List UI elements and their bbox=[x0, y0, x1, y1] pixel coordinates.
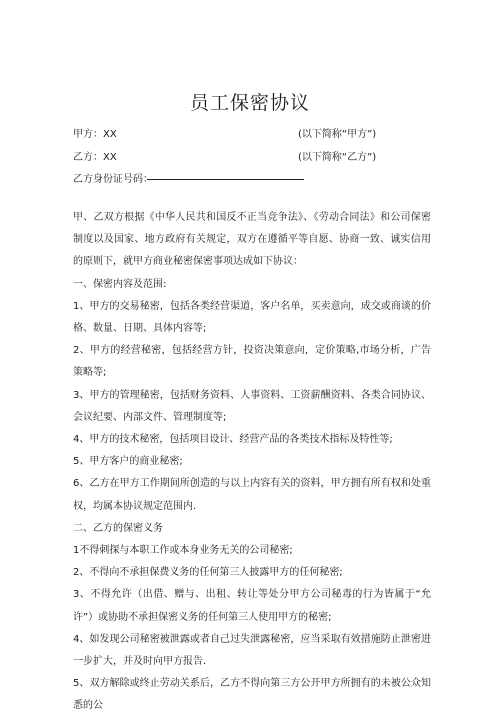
paragraph: 3、不得允许（出借、赠与、出租、转让等处分甲方公司秘毒的行为皆属于“允许”）或协助不承担保密义务的任何第三人使用甲方的秘密; bbox=[73, 589, 431, 623]
id-number-label: 乙方身份证号码： bbox=[73, 174, 153, 185]
paragraph: 4、甲方的技术秘密，包括项目设计、经营产品的各类技术指标及特性等; bbox=[73, 434, 393, 446]
paragraph: 甲、乙双方根据《中华人民共和国反不正当竞争法》、《劳动合同法》和公司保密制度以及国家、地方政府有关规定，双方在遵循平等自愿、协商一致、诚实信用的原则下，就甲方商业秘密保密事项达成如下协议： bbox=[73, 212, 431, 268]
paragraph: 1不得刺探与本职工作或本身业务无关的公司秘密; bbox=[73, 545, 293, 557]
section-heading: 一、保密内容及范围: bbox=[73, 278, 167, 290]
paragraph: 2、不得向不承担保费义务的任何第三人披露甲方的任何秘密; bbox=[73, 567, 343, 579]
document-title: 员工保密协议 bbox=[189, 92, 310, 114]
party-b-note: (以下简称“乙方”) bbox=[298, 152, 377, 163]
paragraph: 5、甲方客户的商业秘密; bbox=[73, 456, 183, 468]
paragraph: 2、甲方的经营秘密，包括经营方针，投资决策意向，定价策略,市场分析，广告策略等; bbox=[73, 345, 431, 379]
paragraph: 6、乙方在甲方工作期间所创造的与以上内容有关的资料，甲方拥有所有权和处重权，均属本协议规定范围内. bbox=[73, 478, 431, 512]
paragraph: 1、甲方的交易秘密，包括各类经营渠道，客户名单，买卖意向，成交或商谈的价格、数量、日期、具体内容等; bbox=[73, 300, 431, 335]
paragraph: 3、甲方的管理秘密，包括财务资料、人事资料、工资薪酬资料、各类合同协议、会议纪要、内部文件、管理制度等; bbox=[73, 389, 431, 423]
party-a-note: (以下简称“甲方”) bbox=[298, 129, 377, 140]
paragraph: 4、如发现公司秘密被泄露或者自己过失泄露秘密，应当采取有效措施防止泄密进一步扩大，并及时向甲方报告. bbox=[73, 633, 431, 668]
section-heading: 二、乙方的保密义务 bbox=[73, 522, 163, 534]
party-b-label: 乙方：XX bbox=[73, 152, 117, 163]
agreement-body bbox=[73, 207, 431, 718]
id-number-blank bbox=[147, 179, 304, 180]
paragraph: 5、双方解除或终止劳动关系后，乙方不得向第三方公开甲方所拥有的未被公众知悉的公 bbox=[73, 678, 431, 712]
party-a-label: 甲方：XX bbox=[73, 129, 117, 140]
